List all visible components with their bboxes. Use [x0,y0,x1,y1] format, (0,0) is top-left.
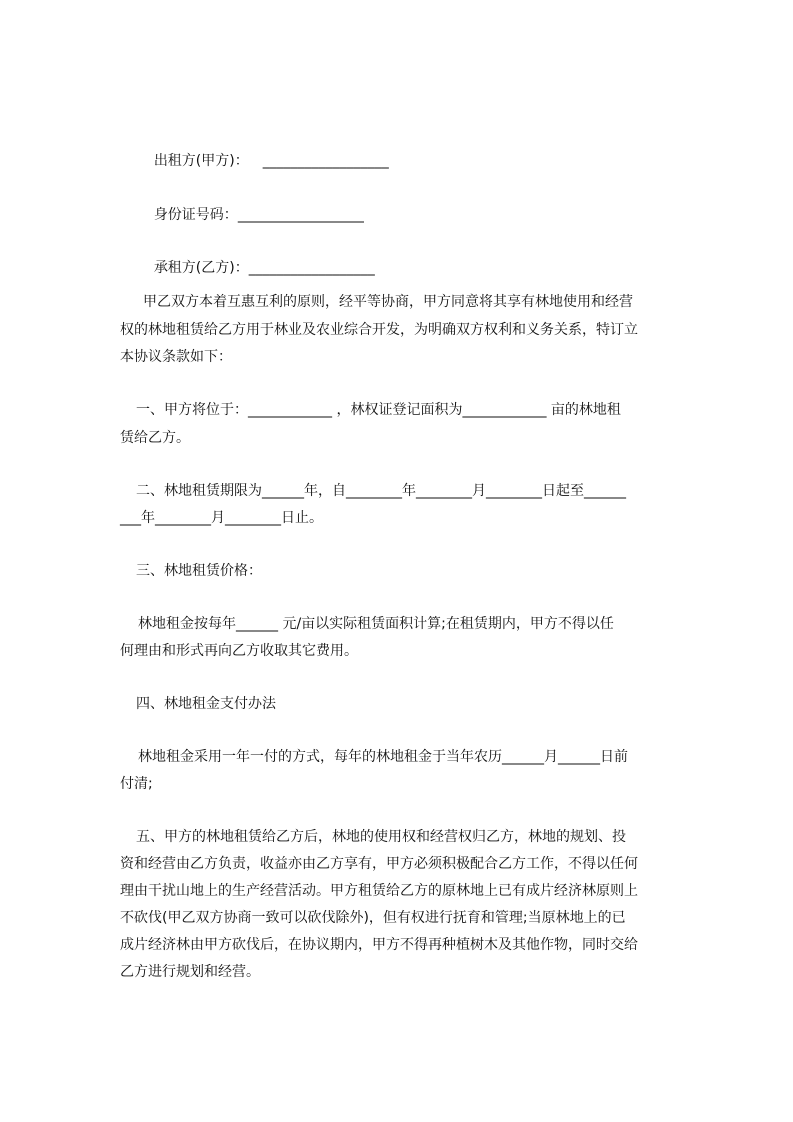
clause-5-line-3: 理由干扰山地上的生产经营活动。甲方租赁给乙方的原林地上已有成片经济林原则上 [120,883,638,899]
clause-4-title: 四、林地租金支付办法 [136,696,276,712]
clause-5-line-5: 成片经济林由甲方砍伐后，在协议期内，甲方不得再种植树木及其他作物，同时交给 [120,937,638,953]
id-number-blank: __________________ [237,207,364,223]
clause-3-line-2: 何理由和形式再向乙方收取其它费用。 [120,643,358,659]
intro-line-2: 权的林地租赁给乙方用于林业及农业综合开发，为明确双方权利和义务关系，特订立 [120,322,638,338]
lessor-field [136,131,389,191]
clause-5-line-1: 五、甲方的林地租赁给乙方后，林地的使用权和经营权归乙方，林地的规划、投 [136,829,626,845]
clause-3-line-1: 林地租金按每年______ 元/亩以实际租赁面积计算;在租赁期内，甲方不得以任 [138,616,614,632]
clause-4-line-1: 林地租金采用一年一付的方式，每年的林地租金于当年农历______月______日前 [138,749,628,765]
clause-5-line-4: 不砍伐(甲乙双方协商一致可以砍伐除外)，但有权进行抚育和管理;当原林地上的已 [120,910,626,926]
clause-4-line-2: 付清; [120,776,153,792]
lessee-label: 承租方(乙方)： [153,260,249,276]
lessor-blank: __________________ [262,153,389,169]
clause-5-line-2: 资和经营由乙方负责，收益亦由乙方享有，甲方必须积极配合乙方工作，不得以任何 [120,856,638,872]
id-number-field [136,185,364,245]
lessor-label: 出租方(甲方)： [153,153,249,169]
id-number-label: 身份证号码： [153,207,238,223]
intro-line-1: 甲乙双方本着互惠互利的原则，经平等协商，甲方同意将其享有林地使用和经营 [143,294,633,310]
clause-5-line-6: 乙方进行规划和经营。 [120,964,260,980]
lessee-field [136,238,375,298]
clause-1-line-1: 一、甲方将位于：____________ ，林权证登记面积为____________ 亩的林地租 [136,402,621,418]
intro-line-3: 本协议条款如下： [120,349,232,365]
clause-3-title: 三、林地租赁价格： [136,563,262,579]
clause-1-line-2: 赁给乙方。 [120,430,190,446]
clause-2-line-1: 二、林地租赁期限为______年，自________年________月________日起至______ [136,483,626,499]
lessee-blank: __________________ [248,260,375,276]
clause-2-line-2: ___年________月________日止。 [120,510,323,526]
